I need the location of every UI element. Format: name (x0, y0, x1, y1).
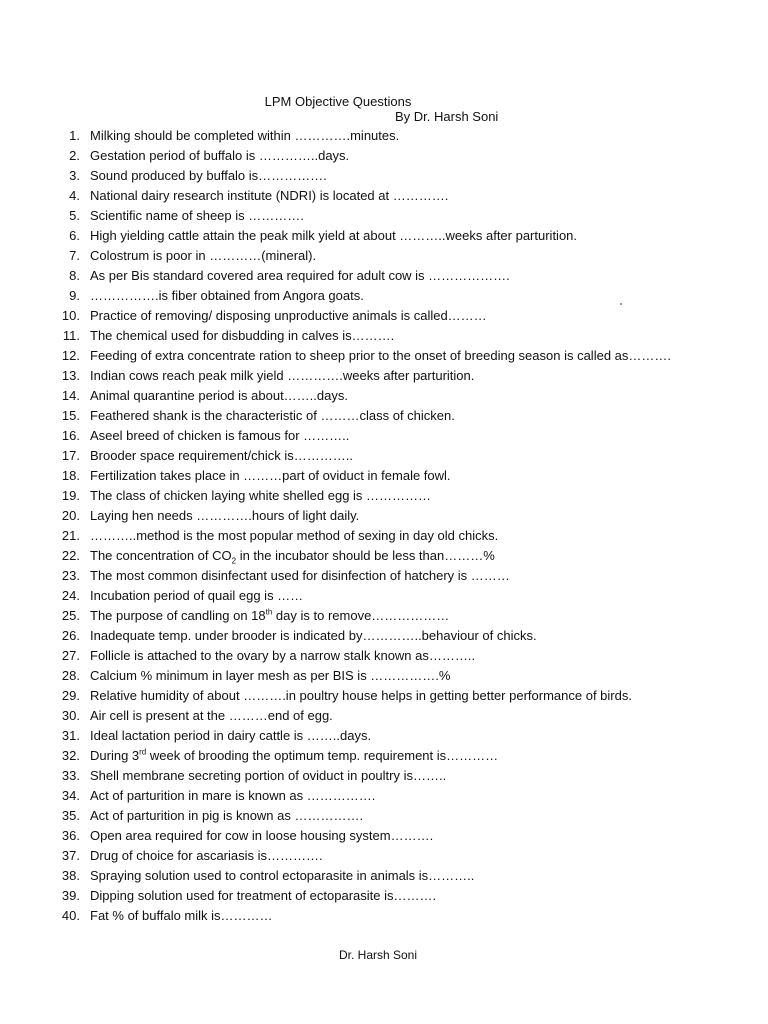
question-number: 28. (61, 668, 80, 683)
question-number: 39. (61, 888, 80, 903)
question-text (90, 526, 498, 546)
text-segment: Spraying solution used to control ectoparasite in animals is……….. (90, 868, 475, 883)
question-text (90, 666, 450, 686)
text-segment: Relative humidity of about ……….in poultry house helps in getting better performance of birds. (90, 688, 632, 703)
text-segment: ………..method is the most popular method of sexing in day old chicks. (90, 528, 499, 543)
text-segment: Drug of choice for ascariasis is…………. (90, 848, 323, 863)
question-number: 36. (61, 828, 80, 843)
question-text (90, 226, 577, 246)
question-number: 34. (61, 788, 80, 803)
question-number: 29. (61, 688, 80, 703)
text-segment: Fat % of buffalo milk is………… (90, 908, 273, 923)
question-text (90, 486, 431, 506)
question-item (0, 726, 768, 746)
question-text (90, 586, 303, 606)
question-number: 10. (61, 308, 80, 323)
text-segment: The concentration of CO (90, 548, 232, 563)
question-number: 37. (61, 848, 80, 863)
question-text (90, 186, 448, 206)
text-segment: day is to remove……………… (272, 608, 450, 623)
question-number: 30. (61, 708, 80, 723)
question-text (90, 446, 353, 466)
question-item (0, 406, 768, 426)
question-text (90, 386, 348, 406)
text-segment: Shell membrane secreting portion of oviduct in poultry is…….. (90, 768, 447, 783)
question-number: 26. (61, 628, 80, 643)
text-segment: Sound produced by buffalo is……………. (90, 168, 327, 183)
question-item (0, 126, 768, 146)
text-segment: …………….is fiber obtained from Angora goats. (90, 288, 364, 303)
text-segment: Dipping solution used for treatment of ectoparasite is………. (90, 888, 437, 903)
text-segment: As per Bis standard covered area required for adult cow is ………………. (90, 268, 510, 283)
text-segment: The most common disinfectant used for disinfection of hatchery is ……… (90, 568, 510, 583)
text-segment: The chemical used for disbudding in calves is………. (90, 328, 395, 343)
question-number: 5. (69, 208, 80, 223)
question-number: 22. (61, 548, 80, 563)
question-text (90, 146, 349, 166)
question-item (0, 866, 768, 886)
question-number: 7. (69, 248, 80, 263)
text-segment: The class of chicken laying white shelled egg is …………… (90, 488, 432, 503)
text-segment: in the incubator should be less than………% (236, 548, 495, 563)
question-number: 25. (61, 608, 80, 623)
question-text (90, 406, 455, 426)
question-text (90, 306, 487, 326)
question-item (0, 286, 768, 306)
text-segment: National dairy research institute (NDRI) is located at …………. (90, 188, 449, 203)
text-segment: Air cell is present at the ………end of egg. (90, 708, 333, 723)
question-number: 11. (62, 328, 80, 343)
text-segment: Scientific name of sheep is …………. (90, 208, 304, 223)
text-segment: Aseel breed of chicken is famous for ……….. (90, 428, 350, 443)
text-segment: High yielding cattle attain the peak milk yield at about ………..weeks after parturition. (90, 228, 578, 243)
text-segment: Follicle is attached to the ovary by a narrow stalk known as……….. (90, 648, 476, 663)
text-segment: Act of parturition in mare is known as ……………. (90, 788, 376, 803)
question-number: 17. (61, 448, 80, 463)
question-text (90, 826, 433, 846)
question-text (90, 466, 451, 486)
question-item (0, 746, 768, 766)
question-text (90, 426, 349, 446)
text-segment: Milking should be completed within ………….minutes. (90, 128, 400, 143)
question-text (90, 726, 371, 746)
document-author: By Dr. Harsh Soni (395, 109, 499, 124)
text-segment: Laying hen needs ………….hours of light daily. (90, 508, 360, 523)
question-text (90, 806, 363, 826)
question-item (0, 526, 768, 546)
question-number: 24. (61, 588, 80, 603)
question-text (90, 746, 498, 766)
question-text (90, 266, 510, 286)
text-segment: Colostrum is poor in …………(mineral). (90, 248, 317, 263)
question-number: 31. (61, 728, 80, 743)
question-number: 35. (61, 808, 80, 823)
question-number: 14. (61, 388, 80, 403)
question-item (0, 826, 768, 846)
question-item (0, 266, 768, 286)
question-item (0, 706, 768, 726)
question-item (0, 226, 768, 246)
text-segment: Gestation period of buffalo is …………..days. (90, 148, 350, 163)
question-number: 38. (61, 868, 80, 883)
question-item (0, 646, 768, 666)
question-item (0, 246, 768, 266)
question-item (0, 446, 768, 466)
question-text (90, 206, 304, 226)
question-text (90, 546, 495, 566)
question-number: 19. (61, 488, 80, 503)
question-item (0, 546, 768, 566)
question-number: 6. (69, 228, 80, 243)
question-item (0, 846, 768, 866)
question-text (90, 866, 474, 886)
question-number: 32. (61, 748, 80, 763)
question-number: 20. (61, 508, 80, 523)
question-text (90, 606, 449, 626)
question-text (90, 166, 327, 186)
question-number: 23. (61, 568, 80, 583)
question-number: 9. (69, 288, 80, 303)
question-number: 33. (61, 768, 80, 783)
question-number: 3. (69, 168, 80, 183)
question-item (0, 586, 768, 606)
question-text (90, 286, 364, 306)
question-text (90, 246, 316, 266)
question-number: 15. (61, 408, 80, 423)
question-number: 12. (61, 348, 80, 363)
question-list (0, 126, 768, 926)
question-item (0, 886, 768, 906)
question-text (90, 346, 671, 366)
question-number: 13. (61, 368, 80, 383)
question-item (0, 806, 768, 826)
question-text (90, 906, 273, 926)
text-segment: Open area required for cow in loose housing system………. (90, 828, 434, 843)
question-item (0, 766, 768, 786)
question-text (90, 886, 436, 906)
text-segment: Feathered shank is the characteristic of ………class of chicken. (90, 408, 455, 423)
question-text (90, 646, 475, 666)
question-item (0, 906, 768, 926)
question-text (90, 126, 399, 146)
question-text (90, 686, 632, 706)
question-text (90, 566, 510, 586)
question-item (0, 566, 768, 586)
question-item (0, 346, 768, 366)
text-segment: Act of parturition in pig is known as ……………. (90, 808, 364, 823)
question-text (90, 326, 394, 346)
question-number: 27. (61, 648, 80, 663)
question-item (0, 506, 768, 526)
question-item (0, 326, 768, 346)
question-number: 4. (69, 188, 80, 203)
question-text (90, 706, 333, 726)
text-segment: During 3 (90, 748, 140, 763)
question-text (90, 786, 375, 806)
text-segment: Indian cows reach peak milk yield ………….weeks after parturition. (90, 368, 475, 383)
text-segment: Inadequate temp. under brooder is indicated by…………..behaviour of chicks. (90, 628, 537, 643)
superscript: rd (139, 747, 147, 757)
text-segment: Brooder space requirement/chick is………….. (90, 448, 353, 463)
question-text (90, 366, 474, 386)
question-item (0, 466, 768, 486)
question-text (90, 626, 537, 646)
question-item (0, 626, 768, 646)
stray-mark (620, 303, 622, 305)
question-item (0, 386, 768, 406)
question-item (0, 306, 768, 326)
superscript: th (265, 607, 273, 617)
question-number: 1. (69, 128, 80, 143)
text-segment: Calcium % minimum in layer mesh as per BIS is …………….% (90, 668, 451, 683)
question-number: 21. (61, 528, 80, 543)
text-segment: Animal quarantine period is about……..days. (90, 388, 348, 403)
text-segment: Practice of removing/ disposing unproductive animals is called……… (90, 308, 487, 323)
text-segment: week of brooding the optimum temp. requirement is………… (146, 748, 499, 763)
question-item (0, 166, 768, 186)
question-item (0, 426, 768, 446)
question-item (0, 146, 768, 166)
subscript: 2 (231, 556, 237, 566)
question-item (0, 366, 768, 386)
text-segment: Incubation period of quail egg is …… (90, 588, 304, 603)
question-text (90, 506, 359, 526)
document-title: LPM Objective Questions (264, 94, 412, 109)
question-item (0, 686, 768, 706)
text-segment: Ideal lactation period in dairy cattle is ……..days. (90, 728, 372, 743)
question-number: 40. (61, 908, 80, 923)
question-item (0, 606, 768, 626)
question-number: 8. (69, 268, 80, 283)
question-item (0, 786, 768, 806)
question-number: 16. (61, 428, 80, 443)
text-segment: The purpose of candling on 18 (90, 608, 266, 623)
question-text (90, 846, 323, 866)
question-number: 2. (69, 148, 80, 163)
text-segment: Feeding of extra concentrate ration to sheep prior to the onset of breeding season is called as………. (90, 348, 672, 363)
question-text (90, 766, 446, 786)
question-item (0, 486, 768, 506)
question-number: 18. (61, 468, 80, 483)
question-item (0, 206, 768, 226)
text-segment: Fertilization takes place in ………part of oviduct in female fowl. (90, 468, 451, 483)
question-item (0, 666, 768, 686)
page-footer: Dr. Harsh Soni (338, 948, 418, 962)
question-item (0, 186, 768, 206)
